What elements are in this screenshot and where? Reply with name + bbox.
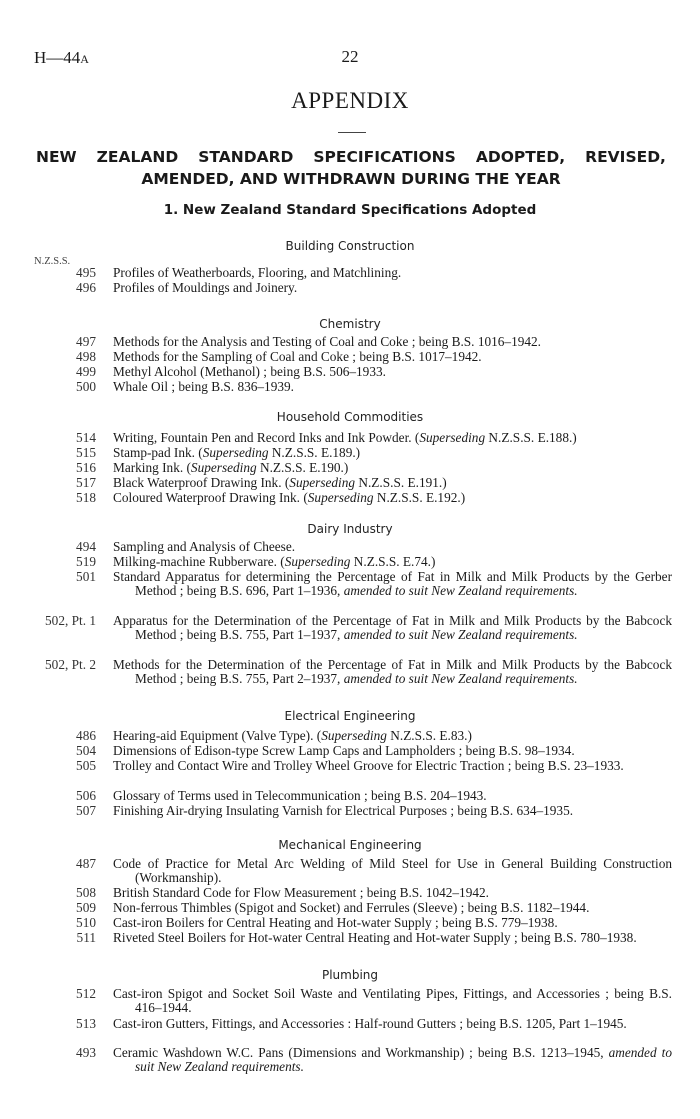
main-title-line-1: NEW ZEALAND STANDARD SPECIFICATIONS ADOPTED, REVISED,: [36, 148, 666, 166]
main-title: [36, 146, 666, 190]
entry-513: 513 Cast-iron Gutters, Fittings, and Accessories : Half-round Gutters ; being B.S. 1205, Part 1–1945.: [76, 1016, 627, 1031]
section-subtitle: 1. New Zealand Standard Specifications Adopted: [163, 202, 537, 218]
entry-502-pt-2: 502, Pt. 2 Methods for the Determination of the Percentage of Fat in Milk and Milk Products by the Babcock Method ; being B.S. 755, Part 2–1937, amended to suit New Zealand requirements.: [45, 657, 672, 687]
entry-518: 518 Coloured Waterproof Drawing Ink. (Superseding N.Z.S.S. E.192.): [76, 490, 466, 505]
nzss-column-label: N.Z.S.S.: [34, 256, 71, 267]
divider: [338, 132, 366, 133]
entry-493: 493 Ceramic Washdown W.C. Pans (Dimensions and Workmanship) ; being B.S. 1213–1945, amended to suit New Zealand requirements.: [76, 1045, 672, 1075]
heading-mechanical-engineering: Mechanical Engineering: [278, 838, 422, 852]
document-reference: H—44A: [34, 48, 89, 67]
entry-496: 496 Profiles of Mouldings and Joinery.: [76, 280, 298, 295]
entry-499: 499 Methyl Alcohol (Methanol) ; being B.S. 506–1933.: [76, 364, 386, 379]
entry-504: 504 Dimensions of Edison-type Screw Lamp Caps and Lampholders ; being B.S. 98–1934.: [76, 743, 575, 758]
entry-502-pt-1: 502, Pt. 1 Apparatus for the Determination of the Percentage of Fat in Milk and Milk Products by the Babcock Method ; being B.S. 755, Part 1–1937, amended to suit New Zealand requirements.: [45, 613, 672, 643]
entry-516: 516 Marking Ink. (Superseding N.Z.S.S. E.190.): [76, 460, 349, 475]
entry-509: 509 Non-ferrous Thimbles (Spigot and Socket) and Ferrules (Sleeve) ; being B.S. 1182–1944.: [76, 900, 590, 915]
heading-plumbing: Plumbing: [321, 968, 379, 982]
appendix-title: APPENDIX: [291, 88, 409, 113]
entry-494: 494 Sampling and Analysis of Cheese.: [76, 539, 296, 554]
entry-497: 497 Methods for the Analysis and Testing of Coal and Coke ; being B.S. 1016–1942.: [76, 334, 541, 349]
entry-507: 507 Finishing Air-drying Insulating Varnish for Electrical Purposes ; being B.S. 634–1935.: [76, 803, 574, 818]
page-number: 22: [341, 47, 359, 66]
heading-dairy-industry: Dairy Industry: [307, 522, 393, 536]
entry-486: 486 Hearing-aid Equipment (Valve Type). (Superseding N.Z.S.S. E.83.): [76, 728, 472, 743]
entry-487: 487 Code of Practice for Metal Arc Welding of Mild Steel for Use in General Building Construction (Workmanship).: [76, 856, 672, 886]
main-title-line-2: AMENDED, AND WITHDRAWN DURING THE YEAR: [141, 170, 561, 188]
entry-501: 501 Standard Apparatus for determining the Percentage of Fat in Milk and Milk Products by the Gerber Method ; being B.S. 696, Part 1–1936, amended to suit New Zealand requirements.: [76, 569, 672, 599]
entry-512: 512 Cast-iron Spigot and Socket Soil Waste and Ventilating Pipes, Fittings, and Accessories ; being B.S. 416–1944.: [76, 986, 672, 1016]
heading-electrical-engineering: Electrical Engineering: [284, 709, 416, 723]
entry-511: 511 Riveted Steel Boilers for Hot-water Central Heating and Hot-water Supply ; being B.S. 780–1938.: [76, 930, 637, 945]
entry-505: 505 Trolley and Contact Wire and Trolley Wheel Groove for Electric Traction ; being B.S. 23–1933.: [76, 758, 624, 773]
heading-chemistry: Chemistry: [319, 317, 381, 331]
entry-515: 515 Stamp-pad Ink. (Superseding N.Z.S.S. E.189.): [76, 445, 361, 460]
heading-building-construction: Building Construction: [285, 239, 415, 253]
entry-519: 519 Milking-machine Rubberware. (Superseding N.Z.S.S. E.74.): [76, 554, 436, 569]
entry-495: 495 Profiles of Weatherboards, Flooring, and Matchlining.: [76, 265, 402, 280]
entry-506: 506 Glossary of Terms used in Telecommunication ; being B.S. 204–1943.: [76, 788, 487, 803]
entry-500: 500 Whale Oil ; being B.S. 836–1939.: [76, 379, 294, 394]
entry-508: 508 British Standard Code for Flow Measurement ; being B.S. 1042–1942.: [76, 885, 489, 900]
entry-514: 514 Writing, Fountain Pen and Record Inks and Ink Powder. (Superseding N.Z.S.S. E.188.): [76, 430, 577, 445]
entry-510: 510 Cast-iron Boilers for Central Heating and Hot-water Supply ; being B.S. 779–1938.: [76, 915, 558, 930]
entry-517: 517 Black Waterproof Drawing Ink. (Superseding N.Z.S.S. E.191.): [76, 475, 447, 490]
entry-498: 498 Methods for the Sampling of Coal and Coke ; being B.S. 1017–1942.: [76, 349, 482, 364]
heading-household-commodities: Household Commodities: [276, 410, 424, 424]
